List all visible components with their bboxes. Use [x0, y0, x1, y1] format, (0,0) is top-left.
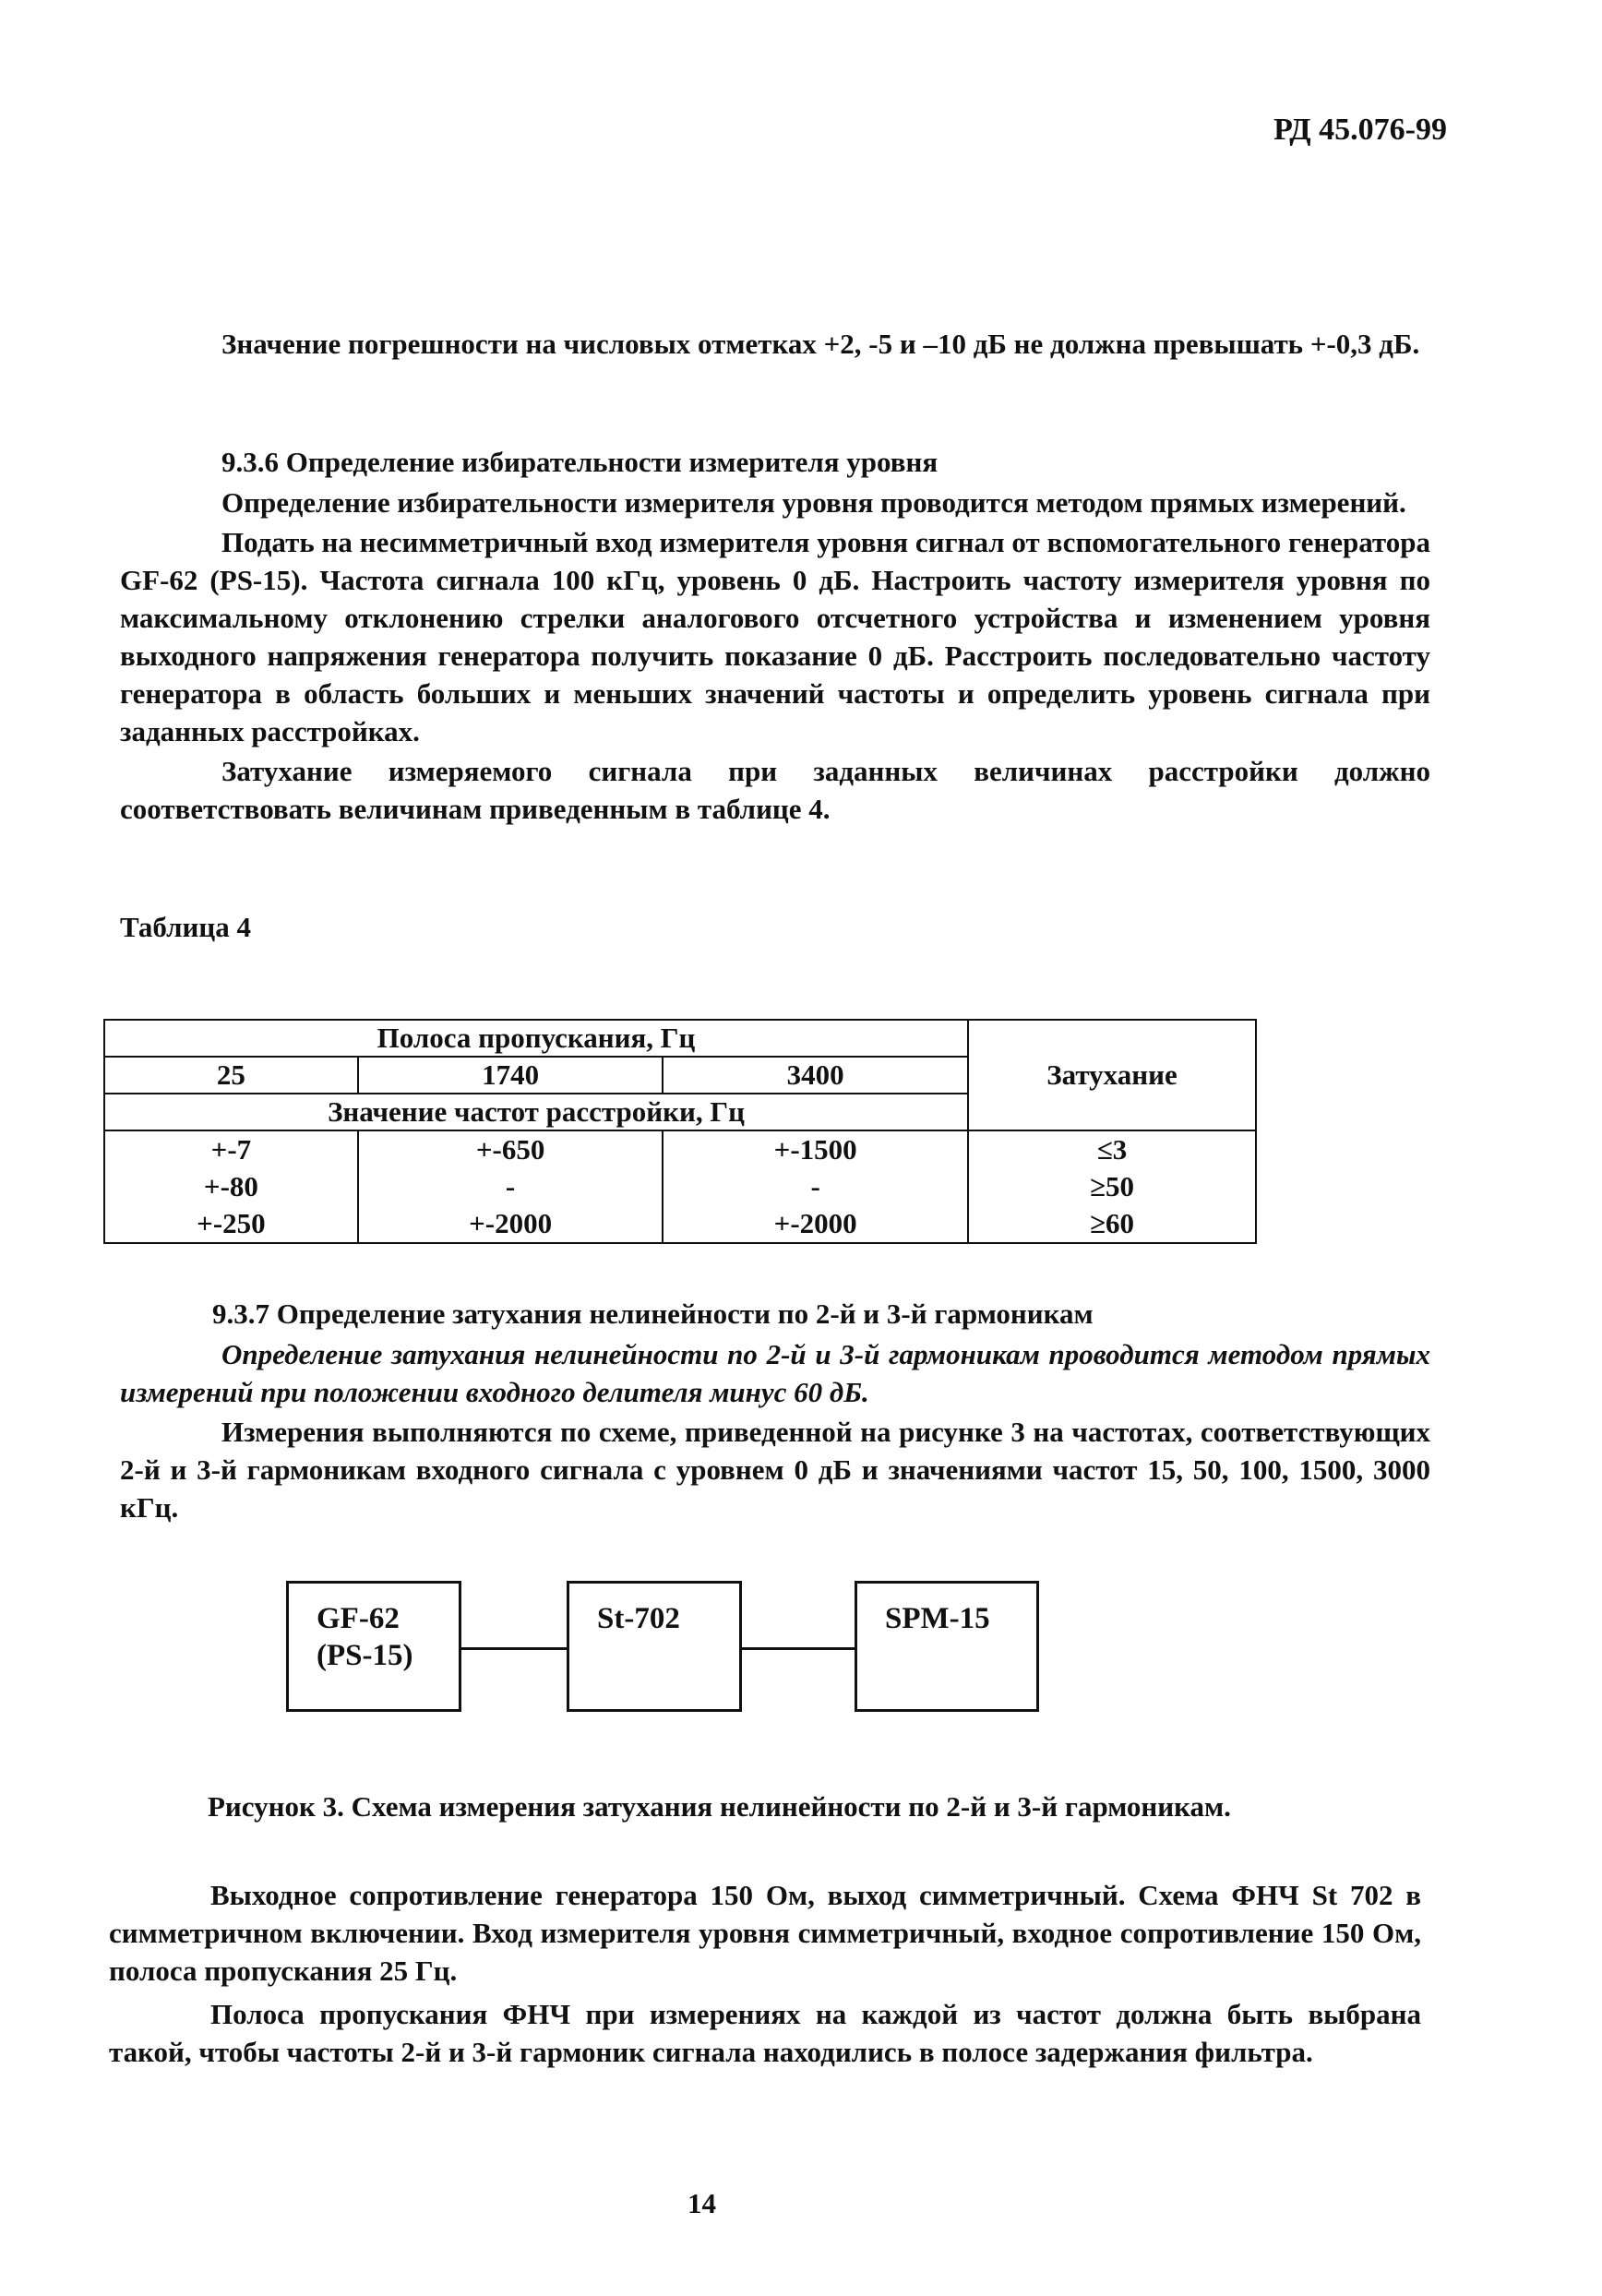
detuning-header: Значение частот расстройки, Гц [104, 1094, 968, 1130]
bandwidth-cell: 25 [104, 1057, 358, 1094]
block-st-702 [567, 1581, 742, 1712]
table-cell: +-250 [104, 1205, 358, 1243]
table-4 [103, 1019, 1257, 1244]
section-9-3-7-body [120, 1335, 1430, 1526]
table-title: Таблица 4 [120, 911, 251, 943]
connection-line [461, 1647, 567, 1650]
paragraph: Затухание измеряемого сигнала при заданных величинах расстройки должно соответствовать величинам приведенным в таблице 4. [120, 755, 1430, 825]
block-label: (PS-15) [317, 1639, 413, 1672]
bandwidth-header: Полоса пропускания, Гц [104, 1020, 968, 1057]
table-cell: ≥60 [968, 1205, 1256, 1243]
table-cell: - [663, 1168, 968, 1205]
document-code: РД 45.076-99 [1273, 113, 1447, 147]
paragraph: Определение избирательности измерителя уровня проводится методом прямых измерений. [221, 486, 1406, 519]
paragraph: Измерения выполняются по схеме, приведенной на рисунке 3 на частотах, соответствующих 2-й и 3-й гармоникам входного сигнала с уровнем 0 дБ и значениями частот 15, 50, 100, 1500, 3000 кГц. [120, 1416, 1430, 1524]
block-label: St-702 [597, 1602, 680, 1635]
section-9-3-7-heading: 9.3.7 Определение затухания нелинейности по 2-й и 3-й гармоникам [212, 1297, 1094, 1330]
page-number: 14 [687, 2187, 716, 2219]
block-spm-15 [855, 1581, 1039, 1712]
intro-paragraph: Значение погрешности на числовых отметках +2, -5 и –10 дБ не должна превышать +-0,3 дБ. [221, 328, 1420, 360]
bandwidth-cell: 1740 [358, 1057, 664, 1094]
table-cell: +-7 [104, 1130, 358, 1168]
block-label: SPM-15 [885, 1602, 990, 1635]
table-cell: +-2000 [663, 1205, 968, 1243]
table-cell: +-80 [104, 1168, 358, 1205]
figure-caption: Рисунок 3. Схема измерения затухания нелинейности по 2-й и 3-й гармоникам. [208, 1790, 1231, 1823]
table-row [104, 1205, 1256, 1243]
paragraph: Определение затухания нелинейности по 2-й и 3-й гармоникам проводится методом прямых измерений при положении входного делителя минус 60 дБ. [120, 1338, 1430, 1408]
paragraph: Выходное сопротивление генератора 150 Ом, выход симметричный. Схема ФНЧ St 702 в симметричном включении. Вход измерителя уровня симметричный, входное сопротивление 150 Ом, полоса пропускания 25 Гц. [109, 1879, 1421, 1987]
table-cell: ≤3 [968, 1130, 1256, 1168]
section-9-3-6-heading: 9.3.6 Определение избирательности измерителя уровня [221, 446, 938, 478]
block-gf-62 [286, 1581, 461, 1712]
section-9-3-6-body [120, 484, 1430, 828]
attenuation-header: Затухание [968, 1020, 1256, 1130]
paragraph: Полоса пропускания ФНЧ при измерениях на каждой из частот должна быть выбрана такой, чтобы частоты 2-й и 3-й гармоник сигнала находились в полосе задержания фильтра. [109, 1998, 1421, 2068]
table-row [104, 1130, 1256, 1168]
table-cell: +-1500 [663, 1130, 968, 1168]
connection-line [742, 1647, 855, 1650]
block-label: GF-62 [317, 1602, 400, 1635]
paragraph: Подать на несимметричный вход измерителя уровня сигнал от вспомогательного генератора GF-62 (PS-15). Частота сигнала 100 кГц, уровень 0 дБ. Настроить частоту измерителя уровня по максимальному отклонению стрелки аналогового отсчетного устройства и изменением уровня выходного напряжения генератора получить показание 0 дБ. Расстроить последовательно частоту генератора в область больших и меньших значений частоты и определить уровень сигнала при заданных расстройках. [120, 526, 1430, 747]
table-cell: +-2000 [358, 1205, 664, 1243]
table-row [104, 1168, 1256, 1205]
closing-body [109, 1876, 1421, 2071]
table-cell: +-650 [358, 1130, 664, 1168]
table-cell: ≥50 [968, 1168, 1256, 1205]
bandwidth-cell: 3400 [663, 1057, 968, 1094]
table-cell: - [358, 1168, 664, 1205]
